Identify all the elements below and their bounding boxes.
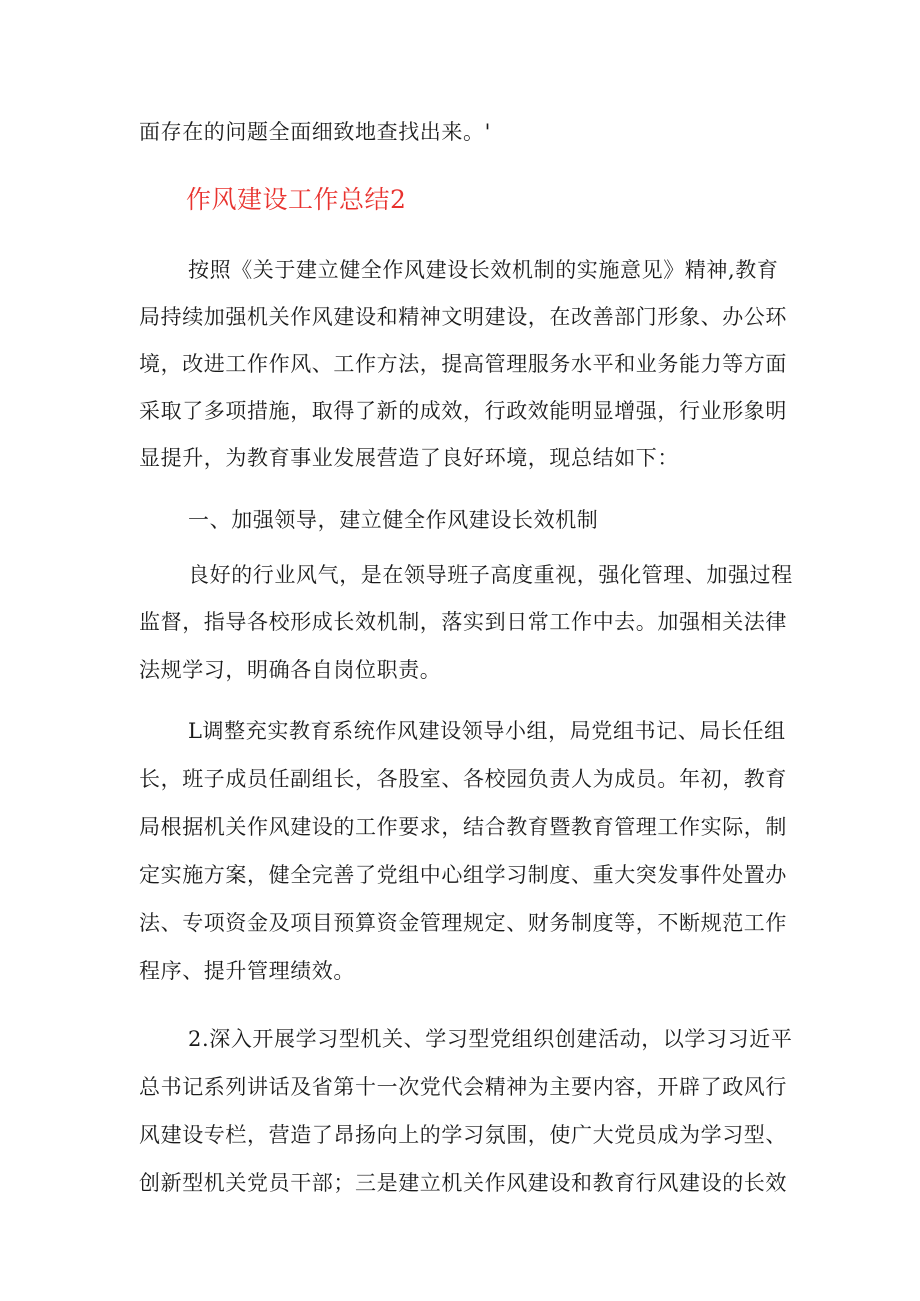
paragraph-line: 定实施方案，健全完善了党组中心组学习制度、重大突发事件处置办 [139, 863, 787, 887]
section-heading-line: 一、加强领导，建立健全作风建设长效机制 [188, 508, 599, 532]
paragraph-line: 总书记系列讲话及省第十一次党代会精神为主要内容，开辟了政风行 [139, 1075, 787, 1099]
paragraph-line: 法规学习，明确各自岗位职责。 [139, 658, 442, 682]
paragraph-line: L调整充实教育系统作风建设领导小组，局党组书记、局长任组 [188, 719, 786, 743]
paragraph-line: 采取了多项措施，取得了新的成效，行政效能明显增强，行业形象明 [139, 399, 787, 423]
paragraph-line: 境，改进工作作风、工作方法，提高管理服务水平和业务能力等方面 [139, 352, 787, 376]
paragraph-line: 风建设专栏，营造了昂扬向上的学习氛围，使广大党员成为学习型、 [139, 1123, 787, 1147]
paragraph-line: 局持续加强机关作风建设和精神文明建设，在改善部门形象、办公环 [139, 305, 787, 329]
paragraph-line: 长，班子成员任副组长，各股室、各校园负责人为成员。年初，教育 [139, 767, 787, 791]
paragraph-line: 创新型机关党员干部；三是建立机关作风建设和教育行风建设的长效 [139, 1171, 787, 1195]
intro-tail-line: 面存在的问题全面细致地查找出来。' [139, 120, 491, 144]
paragraph-line: 显提升，为教育事业发展营造了良好环境，现总结如下： [139, 446, 679, 470]
paragraph-line: 局根据机关作风建设的工作要求，结合教育暨教育管理工作实际，制 [139, 815, 787, 839]
paragraph-line: 2.深入开展学习型机关、学习型党组织创建活动，以学习习近平 [188, 1027, 793, 1051]
paragraph-line: 程序、提升管理绩效。 [139, 959, 355, 983]
paragraph-line: 按照《关于建立健全作风建设长效机制的实施意见》精神,教育 [188, 258, 779, 282]
paragraph-line: 良好的行业风气，是在领导班子高度重视，强化管理、加强过程 [188, 563, 793, 587]
paragraph-line: 监督，指导各校形成长效机制，落实到日常工作中去。加强相关法律 [139, 610, 787, 634]
document-title: 作风建设工作总结2 [186, 185, 407, 214]
paragraph-line: 法、专项资金及项目预算资金管理规定、财务制度等，不断规范工作 [139, 911, 787, 935]
